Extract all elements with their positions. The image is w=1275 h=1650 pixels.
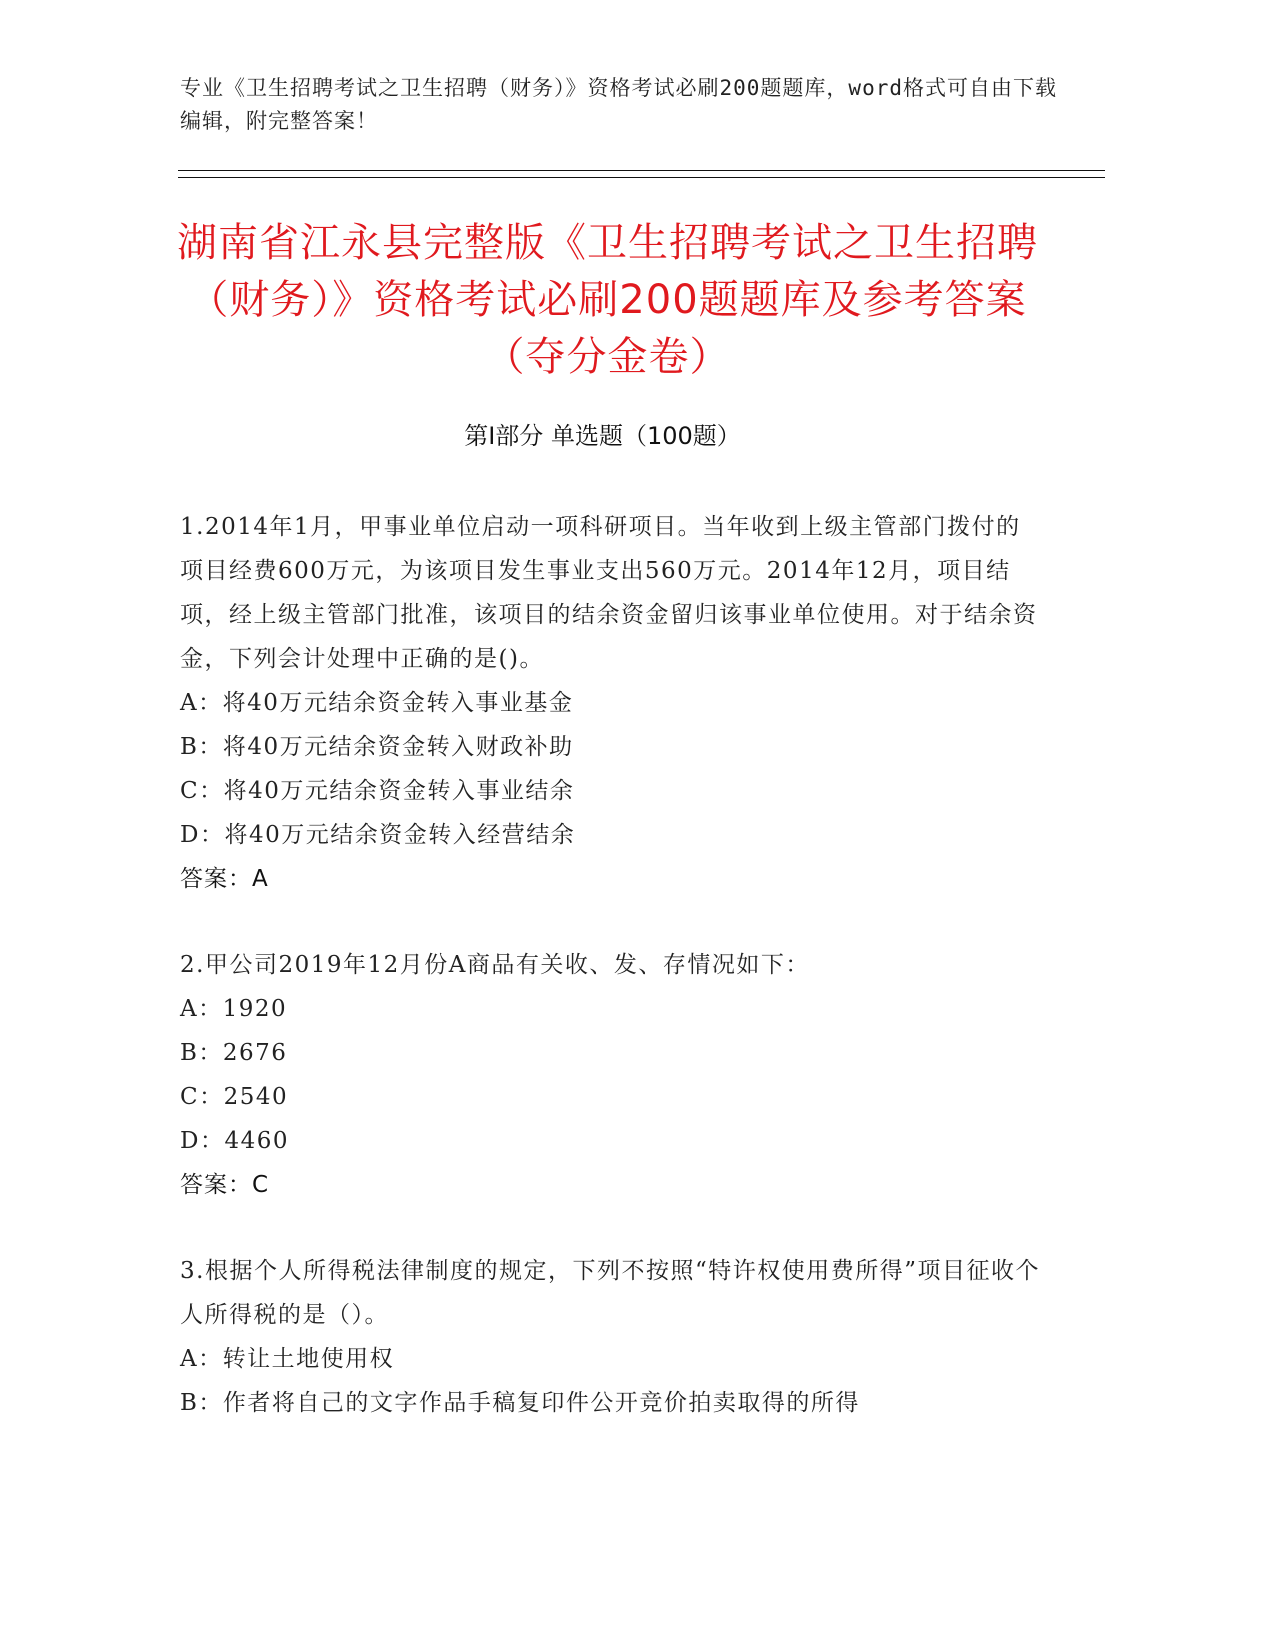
option-b: B：将40万元结余资金转入财政补助	[180, 734, 574, 760]
question-stem: 1.2014年1月，甲事业单位启动一项科研项目。当年收到上级主管部门拨付的项目经费600万元，为该项目发生事业支出560万元。2014年12月，项目结项，经上级主管部门批准，该项目的结余资金留归该事业单位使用。对于结余资金，下列会计处理中正确的是()。	[180, 514, 1038, 672]
option-a: A：转让土地使用权	[180, 1346, 395, 1372]
option-d: D：4460	[180, 1128, 289, 1154]
question-3	[180, 1249, 1040, 1425]
option-b: B：2676	[180, 1040, 288, 1066]
answer-line: 答案：C	[180, 1172, 270, 1198]
header-note: 专业《卫生招聘考试之卫生招聘（财务）》资格考试必刷200题题库，word格式可自由下载编辑，附完整答案！	[180, 76, 1057, 133]
document-title: 湖南省江永县完整版《卫生招聘考试之卫生招聘（财务）》资格考试必刷200题题库及参考答案（夺分金卷）	[177, 220, 1038, 380]
option-a: A：将40万元结余资金转入事业基金	[180, 690, 574, 716]
question-list	[180, 505, 1040, 1425]
header-divider-bottom	[178, 177, 1105, 178]
question-stem: 2.甲公司2019年12月份A商品有关收、发、存情况如下：	[180, 952, 810, 978]
option-c: C：将40万元结余资金转入事业结余	[180, 778, 575, 804]
header-divider-top	[178, 170, 1105, 171]
section-title: 第Ⅰ部分 单选题（100题）	[464, 422, 741, 450]
option-a: A：1920	[180, 996, 288, 1022]
question-2	[180, 943, 1040, 1207]
option-b: B：作者将自己的文字作品手稿复印件公开竞价拍卖取得的所得	[180, 1390, 860, 1416]
answer-line: 答案：A	[180, 866, 269, 892]
question-1	[180, 505, 1040, 901]
option-c: C：2540	[180, 1084, 289, 1110]
question-stem: 3.根据个人所得税法律制度的规定，下列不按照“特许权使用费所得”项目征收个人所得税的是（）。	[180, 1258, 1040, 1328]
option-d: D：将40万元结余资金转入经营结余	[180, 822, 576, 848]
